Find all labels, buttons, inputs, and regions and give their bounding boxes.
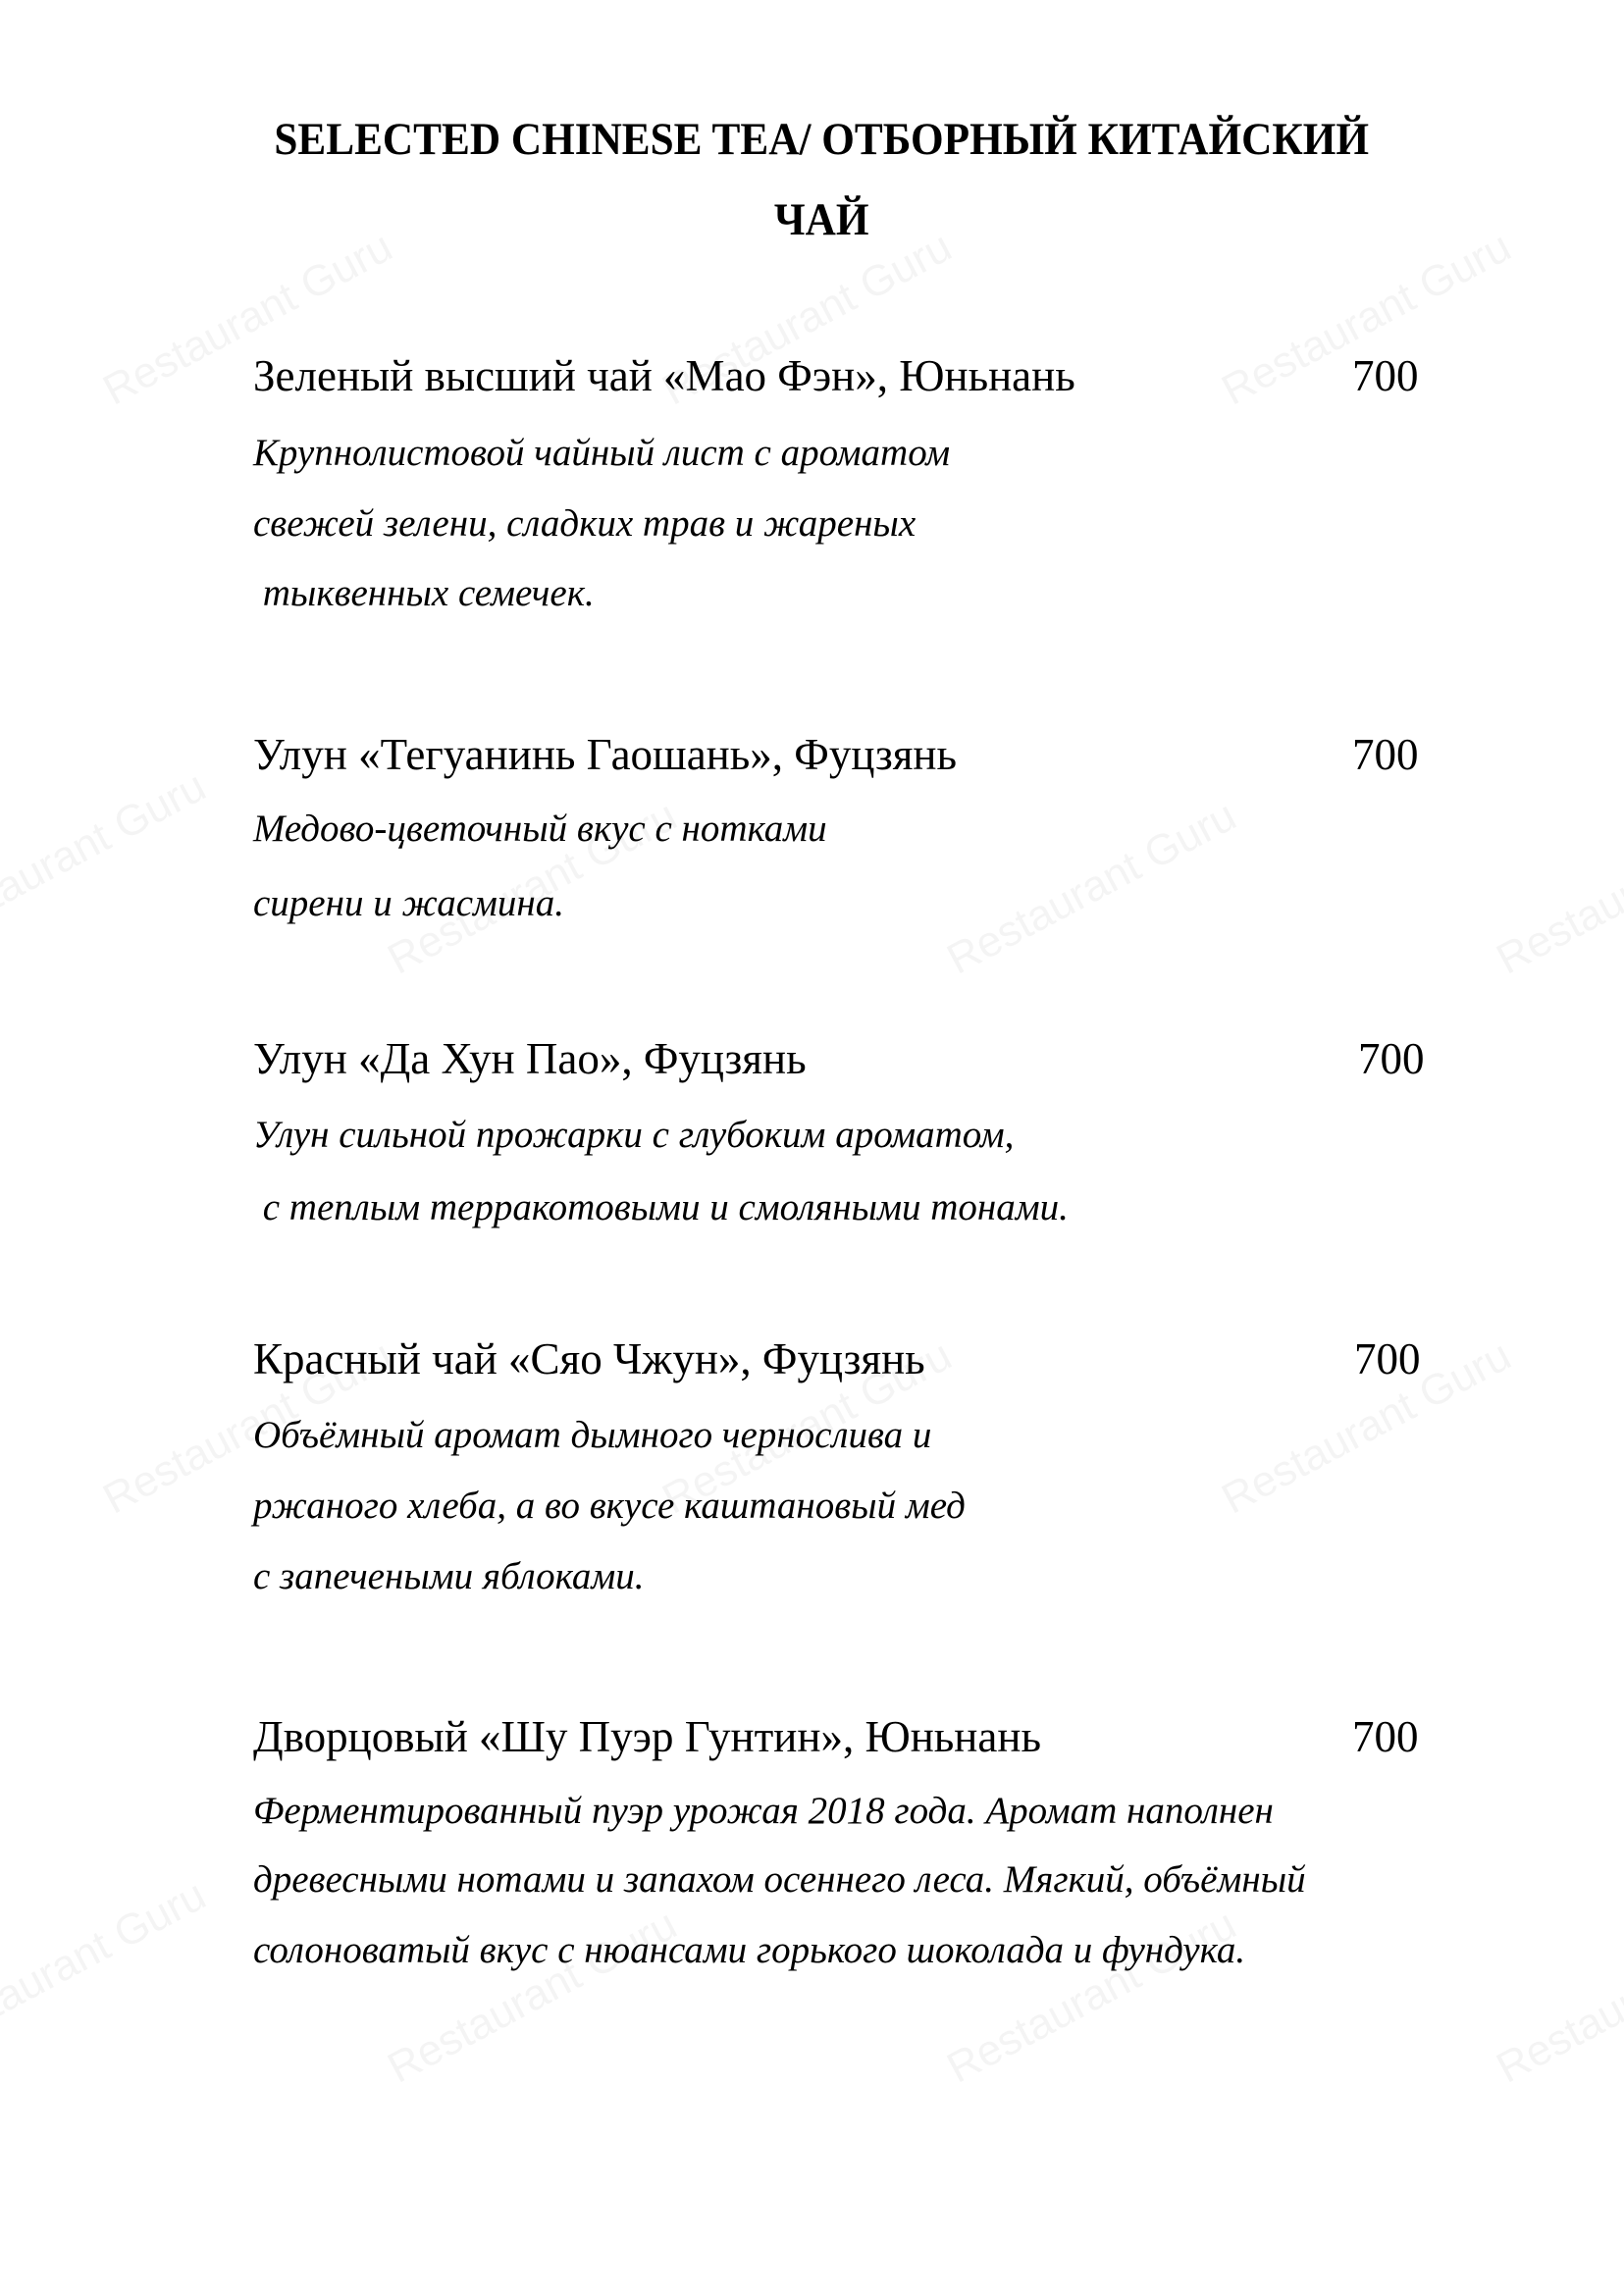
item-price: 700	[1352, 730, 1419, 779]
item-description: свежей зелени, сладких трав и жареных	[253, 502, 917, 545]
item-price: 700	[1358, 1034, 1425, 1083]
item-name: Красный чай «Сяо Чжун», Фуцзянь	[253, 1334, 925, 1383]
item-description: Ферментированный пуэр урожая 2018 года. Аромат наполнен	[253, 1790, 1274, 1832]
item-description: с запечеными яблоками.	[253, 1555, 645, 1597]
watermark-logo	[0, 762, 214, 956]
item-name: Улун «Да Хун Пао», Фуцзянь	[253, 1034, 807, 1083]
watermark-logo	[1489, 792, 1624, 985]
item-description: Медово-цветочный вкус с нотками	[253, 808, 827, 850]
item-name: Зеленый высший чай «Мао Фэн», Юньнань	[253, 351, 1075, 400]
item-price: 700	[1354, 1334, 1421, 1383]
item-price: 700	[1352, 1712, 1419, 1761]
item-description: ржаного хлеба, а во вкусе каштановый мед	[253, 1485, 966, 1527]
item-description: Улун сильной прожарки с глубоким ароматом,	[253, 1114, 1015, 1156]
item-price: 700	[1352, 351, 1419, 400]
item-description: солоноватый вкус с нюансами горького шоколада и фундука.	[253, 1929, 1246, 1971]
watermark-logo	[1489, 1901, 1624, 2094]
item-name: Дворцовый «Шу Пуэр Гунтин», Юньнань	[253, 1712, 1041, 1761]
page-title-line-1: SELECTED CHINESE TEA/ ОТБОРНЫЙ КИТАЙСКИЙ	[274, 114, 1370, 165]
item-description: Крупнолистовой чайный лист с ароматом	[253, 432, 951, 474]
item-description: с теплым терракотовыми и смоляными тонами.	[253, 1186, 1069, 1228]
item-description: сирени и жасмина.	[253, 882, 565, 924]
item-description: Объёмный аромат дымного чернослива и	[253, 1414, 932, 1456]
item-name: Улун «Тегуанинь Гаошань», Фуцзянь	[253, 730, 958, 779]
page-title-line-2: ЧАЙ	[773, 194, 869, 245]
watermark-logo	[0, 1871, 214, 2064]
watermark-logo	[939, 792, 1244, 985]
item-description: тыквенных семечек.	[253, 572, 595, 614]
item-description: древесными нотами и запахом осеннего леса. Мягкий, объёмный	[253, 1858, 1306, 1901]
